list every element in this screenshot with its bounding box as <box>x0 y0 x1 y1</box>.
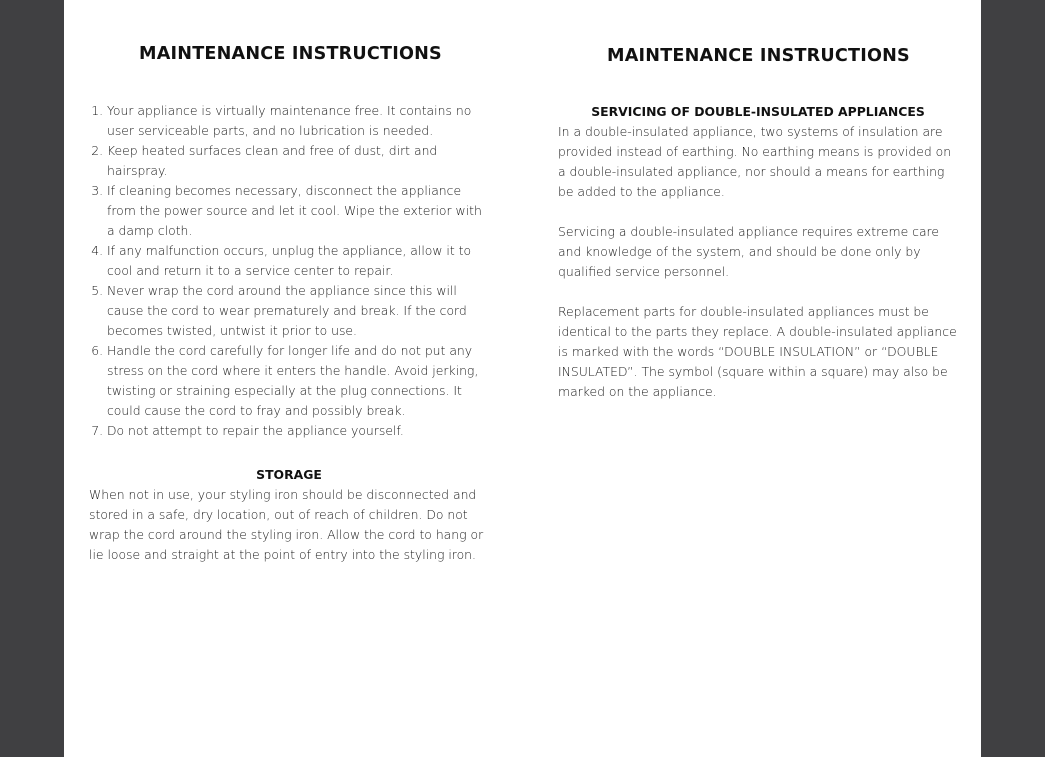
servicing-paragraph: In a double-insulated appliance, two systems of insulation are provided instead of earthing. No earthing means is provided on a double-insulated appliance, nor should a means for earthing be added to the appliance. <box>558 124 952 199</box>
maintenance-instructions-list <box>89 101 491 441</box>
right-page-title: MAINTENANCE INSTRUCTIONS <box>607 46 910 66</box>
storage-section <box>89 465 489 565</box>
list-item: 3. If cleaning becomes necessary, disconnect the appliance from the power source and let it cool. Wipe the exterior with a damp cloth. <box>107 181 491 241</box>
list-item: 7. Do not attempt to repair the appliance yourself. <box>107 421 491 441</box>
list-item: 4. If any malfunction occurs, unplug the appliance, allow it to cool and return it to a service center to repair. <box>107 241 491 281</box>
left-page-title: MAINTENANCE INSTRUCTIONS <box>139 44 442 64</box>
servicing-heading: SERVICING OF DOUBLE-INSULATED APPLIANCES <box>591 104 925 119</box>
storage-text: When not in use, your styling iron should be disconnected and stored in a safe, dry location, out of reach of children. Do not wrap the cord around the styling iron. Allow the cord to hang or lie loose and straight at the point of entry into the styling iron. <box>89 487 484 562</box>
list-item: 2. Keep heated surfaces clean and free of dust, dirt and hairspray. <box>107 141 491 181</box>
servicing-paragraph: Servicing a double-insulated appliance requires extreme care and knowledge of the system, and should be done only by qualified service personnel. <box>558 224 939 279</box>
servicing-section <box>558 102 958 402</box>
storage-heading: STORAGE <box>256 467 322 482</box>
document-page <box>64 0 981 757</box>
list-item: 1. Your appliance is virtually maintenance free. It contains no user serviceable parts, and no lubrication is needed. <box>107 101 491 141</box>
servicing-paragraph: Replacement parts for double-insulated appliances must be identical to the parts they replace. A double-insulated appliance is marked with the words “DOUBLE INSULATION” or “DOUBLE INSULATED”. The symbol (square within a square) may also be marked on the appliance. <box>558 304 957 399</box>
list-item: 5. Never wrap the cord around the appliance since this will cause the cord to wear prematurely and break. If the cord becomes twisted, untwist it prior to use. <box>107 281 491 341</box>
list-item: 6. Handle the cord carefully for longer life and do not put any stress on the cord where it enters the handle. Avoid jerking, twisting or straining especially at the plug connections. It could cause the cord to fray and possibly break. <box>107 341 491 421</box>
